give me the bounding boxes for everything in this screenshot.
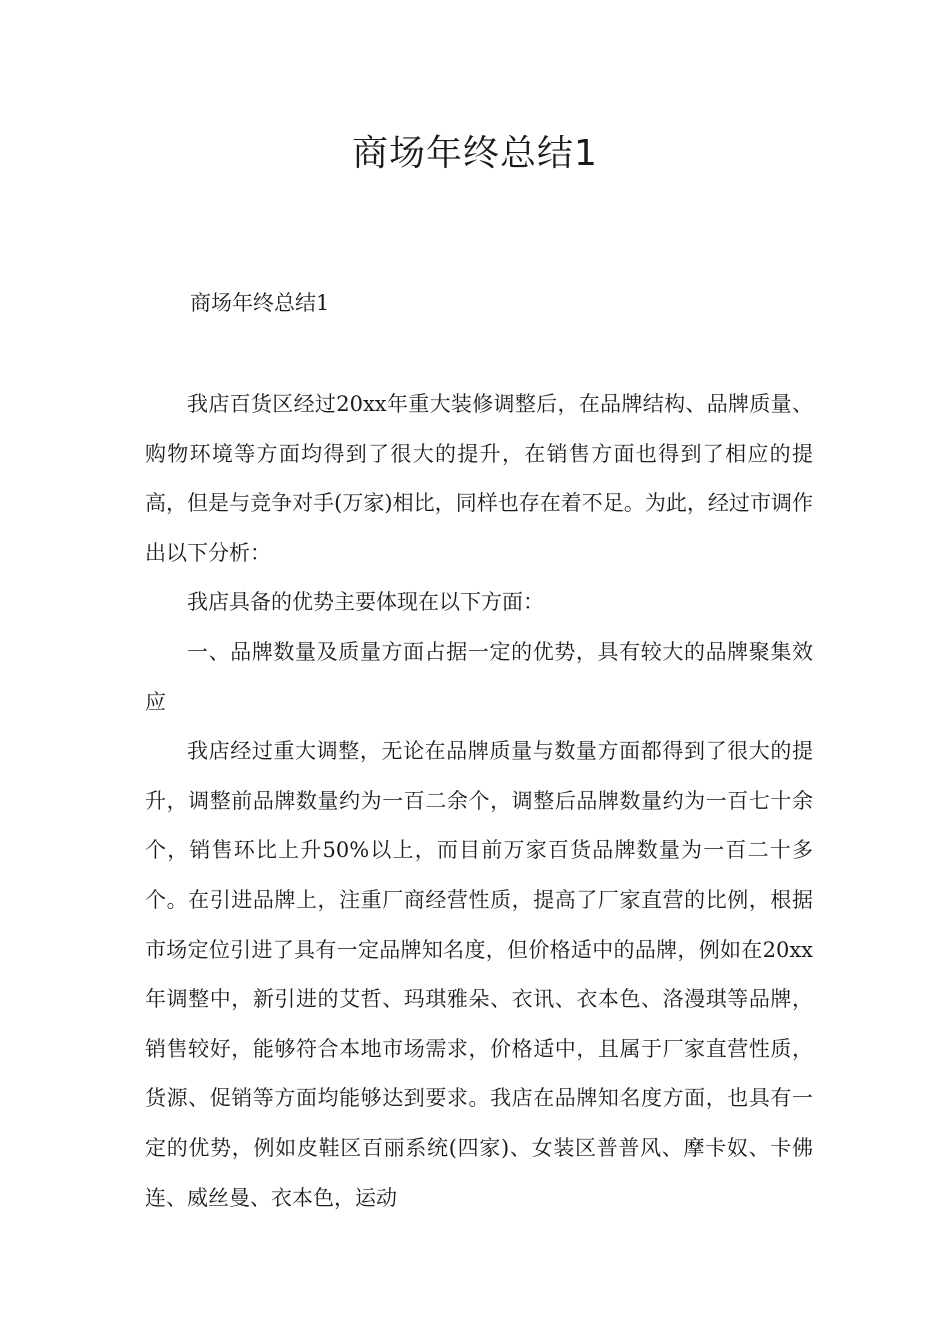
paragraph-intro: 我店百货区经过20xx年重大装修调整后，在品牌结构、品牌质量、购物环境等方面均得到了很大的提升，在销售方面也得到了相应的提高，但是与竞争对手(万家)相比，同样也存在着不足。为此，经过市调作出以下分析： (145, 392, 813, 565)
paragraph-brand-details: 我店经过重大调整，无论在品牌质量与数量方面都得到了很大的提升，调整前品牌数量约为一百二余个，调整后品牌数量约为一百七十余个，销售环比上升50%以上，而目前万家百货品牌数量为一百二十多个。在引进品牌上，注重厂商经营性质，提高了厂家直营的比例，根据市场定位引进了具有一定品牌知名度，但价格适中的品牌，例如在20xx年调整中，新引进的艾哲、玛琪雅朵、衣讯、衣本色、洛漫琪等品牌，销售较好，能够符合本地市场需求，价格适中，且属于厂家直营性质，货源、促销等方面均能够达到要求。我店在品牌知名度方面，也具有一定的优势，例如皮鞋区百丽系统(四家)、女装区普普风、摩卡奴、卡佛连、威丝曼、衣本色，运动 (145, 739, 813, 1210)
document-body (145, 380, 813, 1223)
document-title: 商场年终总结1 (352, 133, 598, 174)
paragraph-section-heading: 一、品牌数量及质量方面占据一定的优势，具有较大的品牌聚集效应 (145, 639, 813, 714)
paragraph-advantages-lead: 我店具备的优势主要体现在以下方面： (187, 590, 544, 615)
document-subtitle: 商场年终总结1 (190, 291, 330, 315)
